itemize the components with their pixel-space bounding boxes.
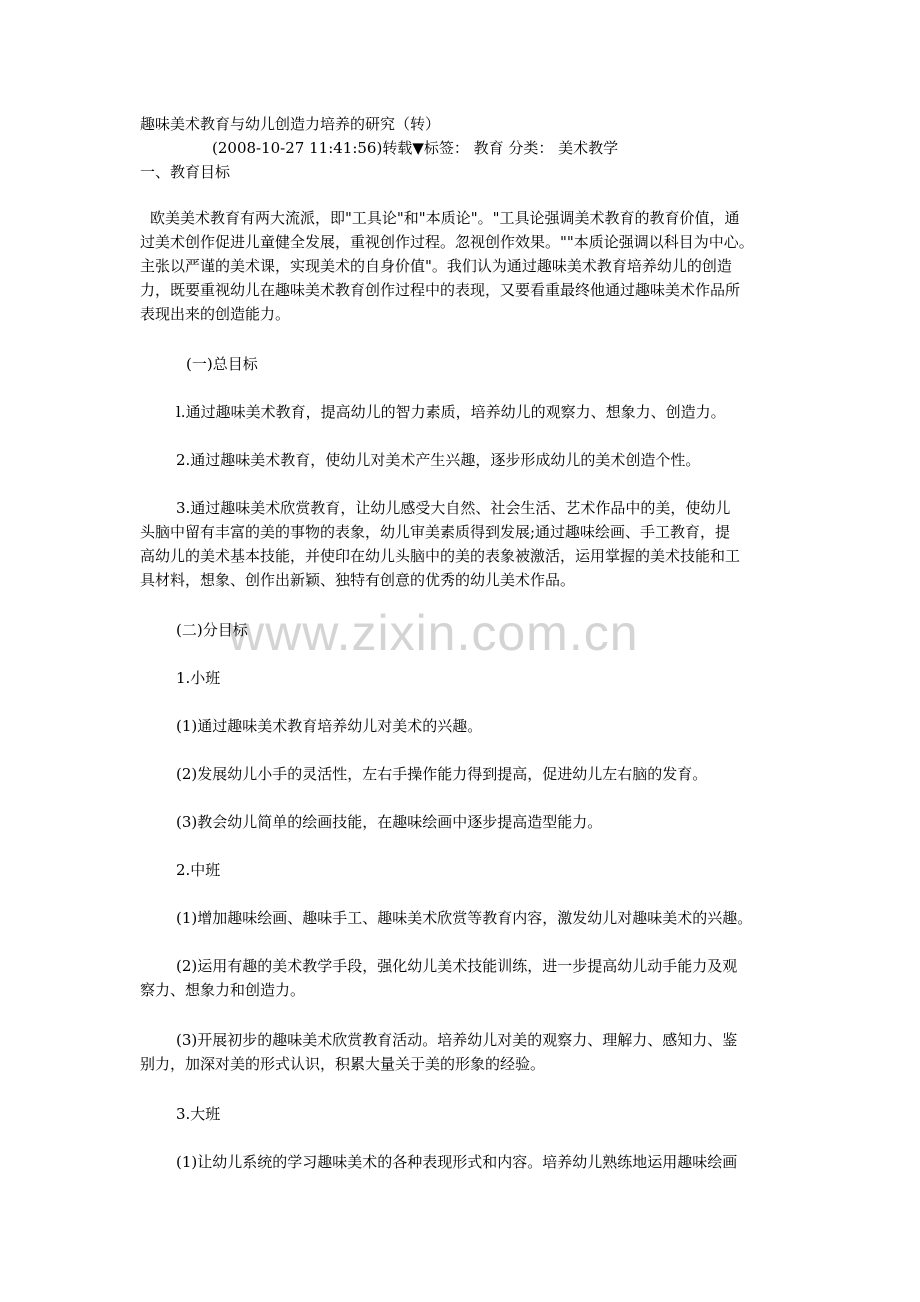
class-heading: 3.大班 xyxy=(176,1105,221,1123)
goal-item: (3)教会幼儿简单的绘画技能，在趣味绘画中逐步提高造型能力。 xyxy=(176,813,603,831)
goal-item: (1)增加趣味绘画、趣味手工、趣味美术欣赏等教育内容，激发幼儿对趣味美术的兴趣。 xyxy=(176,909,753,927)
goal-item: (2)发展幼儿小手的灵活性，左右手操作能力得到提高，促进幼儿左右脑的发育。 xyxy=(176,765,708,783)
paragraph-line: 主张以严谨的美术课，实现美术的自身价值"。我们认为通过趣味美术教育培养幼儿的创造 xyxy=(140,257,732,275)
paragraph-line: 表现出来的创造能力。 xyxy=(140,305,291,323)
paragraph-line: 具材料，想象、创作出新颖、独特有创意的优秀的幼儿美术作品。 xyxy=(140,571,576,589)
paragraph-line: 高幼儿的美术基本技能，并使印在幼儿头脑中的美的表象被激活，运用掌握的美术技能和工 xyxy=(140,547,741,565)
paragraph-line: 察力、想象力和创造力。 xyxy=(140,981,306,999)
paragraph-line: 欧美美术教育有两大流派，即"工具论"和"本质论"。"工具论强调美术教育的教育价值，通 xyxy=(150,209,740,227)
post-meta-line: (2008-10-27 11:41:56)转载▼标签： 教育 分类： 美术教学 xyxy=(212,139,619,157)
class-heading: 1.小班 xyxy=(176,669,221,687)
class-heading: 2.中班 xyxy=(176,861,221,879)
paragraph-line: 过美术创作促进儿童健全发展，重视创作过程。忽视创作效果。""本质论强调以科目为中心。 xyxy=(140,233,754,251)
subsection-heading: (一)总目标 xyxy=(186,355,258,373)
paragraph-line: 头脑中留有丰富的美的事物的表象，幼儿审美素质得到发展;通过趣味绘画、手工教育，提 xyxy=(140,523,731,541)
paragraph-line: (3)开展初步的趣味美术欣赏教育活动。培养幼儿对美的观察力、理解力、感知力、鉴 xyxy=(176,1031,738,1049)
goal-item: 2.通过趣味美术教育，使幼儿对美术产生兴趣，逐步形成幼儿的美术创造个性。 xyxy=(176,451,701,469)
paragraph-line: 力，既要重视幼儿在趣味美术教育创作过程中的表现，又要看重最终他通过趣味美术作品所 xyxy=(140,281,741,299)
goal-item: (1)让幼儿系统的学习趣味美术的各种表现形式和内容。培养幼儿熟练地运用趣味绘画 xyxy=(176,1153,738,1171)
subsection-heading: (二)分目标 xyxy=(176,621,248,639)
goal-item: (1)通过趣味美术教育培养幼儿对美术的兴趣。 xyxy=(176,717,483,735)
paragraph-line: (2)运用有趣的美术教学手段，强化幼儿美术技能训练，进一步提高幼儿动手能力及观 xyxy=(176,957,738,975)
goal-item: l.通过趣味美术教育，提高幼儿的智力素质，培养幼儿的观察力、想象力、创造力。 xyxy=(176,403,726,421)
watermark: www.zixin.com.cn xyxy=(228,605,639,661)
section-heading: 一、教育目标 xyxy=(140,163,231,181)
paragraph-line: 3.通过趣味美术欣赏教育，让幼儿感受大自然、社会生活、艺术作品中的美，使幼儿 xyxy=(176,499,731,517)
document-title: 趣味美术教育与幼儿创造力培养的研究（转） xyxy=(140,115,441,133)
paragraph-line: 别力，加深对美的形式认识，积累大量关于美的形象的经验。 xyxy=(140,1055,546,1073)
